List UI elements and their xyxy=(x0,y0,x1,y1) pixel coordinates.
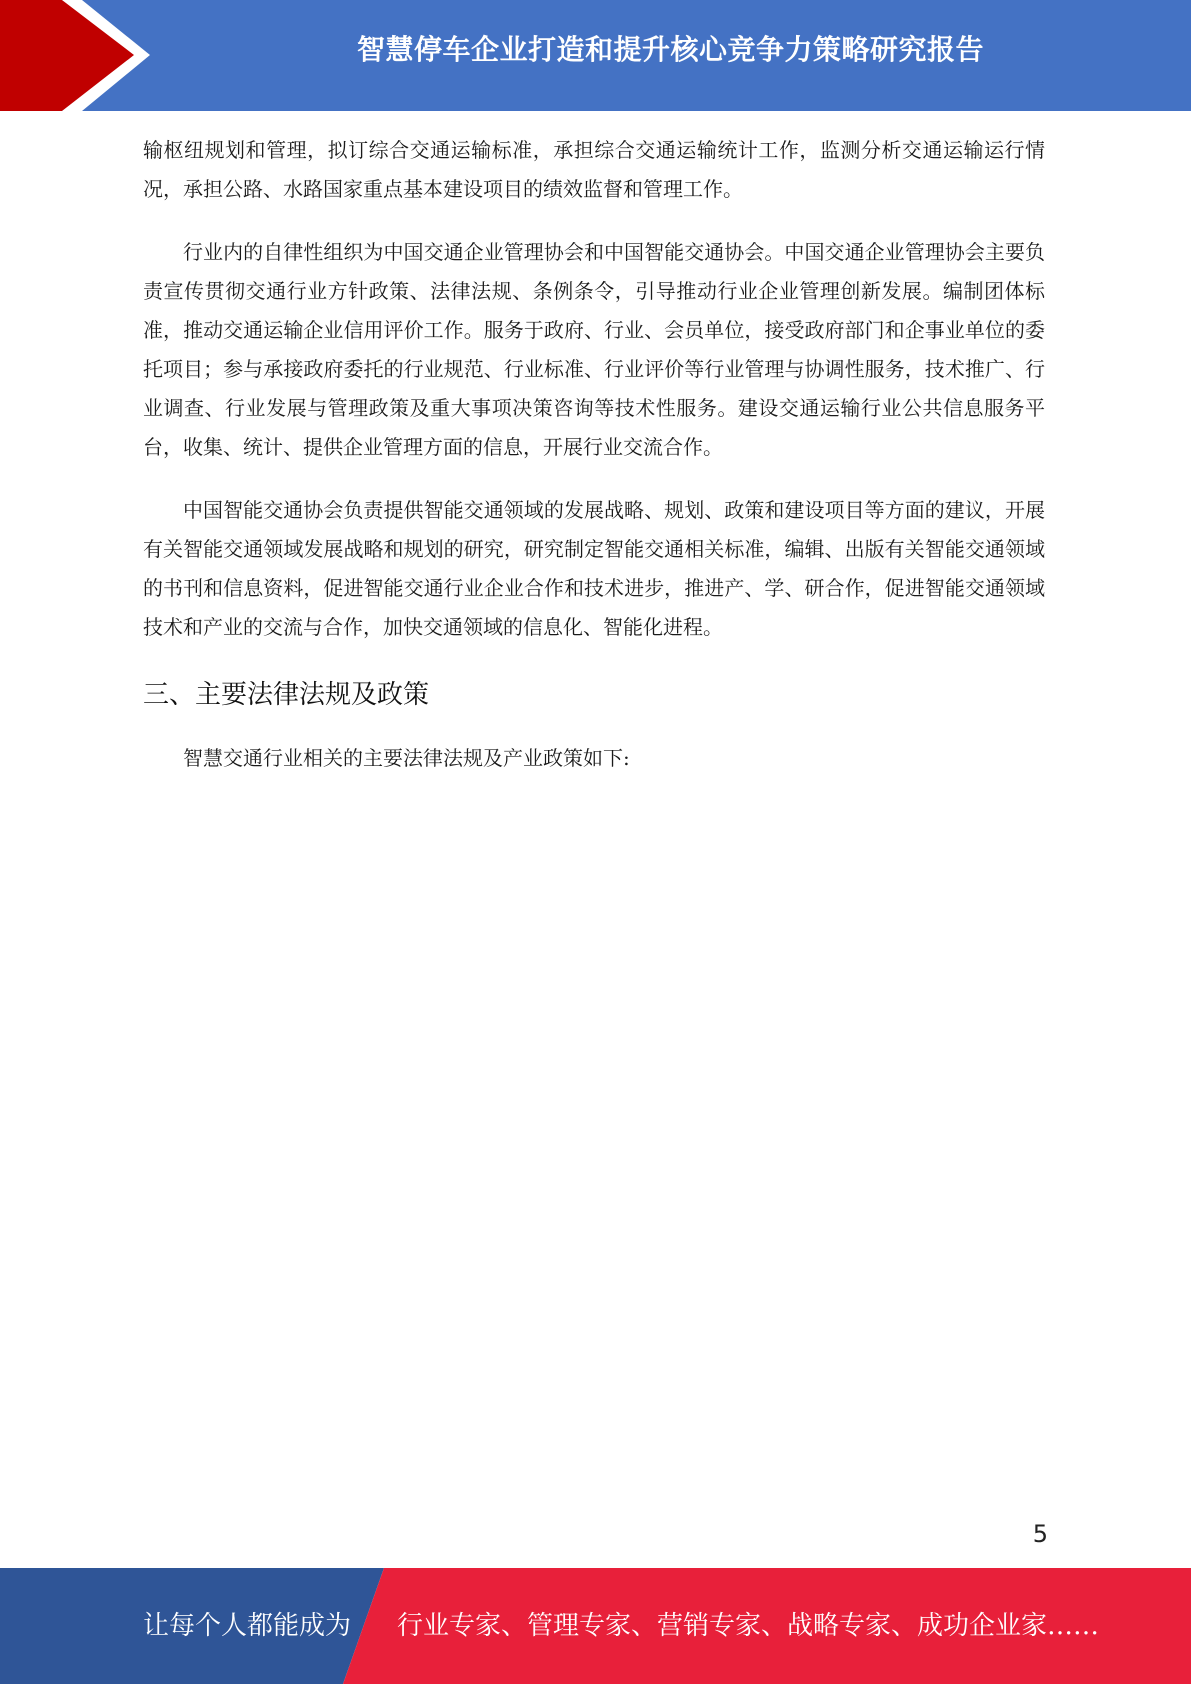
report-title: 智慧停车企业打造和提升核心竞争力策略研究报告 xyxy=(356,33,984,66)
paragraph-continuation: 输枢纽规划和管理，拟订综合交通运输标准，承担综合交通运输统计工作，监测分析交通运输运行情况，承担公路、水路国家重点基本建设项目的绩效监督和管理工作。 xyxy=(143,138,1045,201)
footer-slogan-right: 行业专家、管理专家、营销专家、战略专家、成功企业家…… xyxy=(397,1611,1100,1641)
footer-slogan-left: 让每个人都能成为 xyxy=(143,1611,352,1641)
paragraph-its-association: 中国智能交通协会负责提供智能交通领域的发展战略、规划、政策和建设项目等方面的建议，开展有关智能交通领域发展战略和规划的研究，研究制定智能交通相关标准，编辑、出版有关智能交通领域的书刊和信息资料，促进智能交通行业企业合作和技术进步，推进产、学、研合作，促进智能交通领域技术和产业的交流与合作，加快交通领域的信息化、智能化进程。 xyxy=(143,498,1045,639)
page-footer xyxy=(0,1568,1191,1684)
page-header xyxy=(0,0,1191,111)
paragraph-self-regulatory-orgs: 行业内的自律性组织为中国交通企业管理协会和中国智能交通协会。中国交通企业管理协会主要负责宣传贯彻交通行业方针政策、法律法规、条例条令，引导推动行业企业管理创新发展。编制团体标准，推动交通运输企业信用评价工作。服务于政府、行业、会员单位，接受政府部门和企事业单位的委托项目；参与承接政府委托的行业规范、行业标准、行业评价等行业管理与协调性服务，技术推广、行业调查、行业发展与管理政策及重大事项决策咨询等技术性服务。建设交通运输行业公共信息服务平台，收集、统计、提供企业管理方面的信息，开展行业交流合作。 xyxy=(143,240,1045,459)
paragraph-laws-intro: 智慧交通行业相关的主要法律法规及产业政策如下: xyxy=(183,746,630,770)
section-heading-laws-policies: 三、主要法律法规及政策 xyxy=(143,680,430,710)
header-chevron-icon xyxy=(0,0,160,111)
document-body xyxy=(143,131,1045,802)
page-number: 5 xyxy=(1032,1520,1048,1548)
